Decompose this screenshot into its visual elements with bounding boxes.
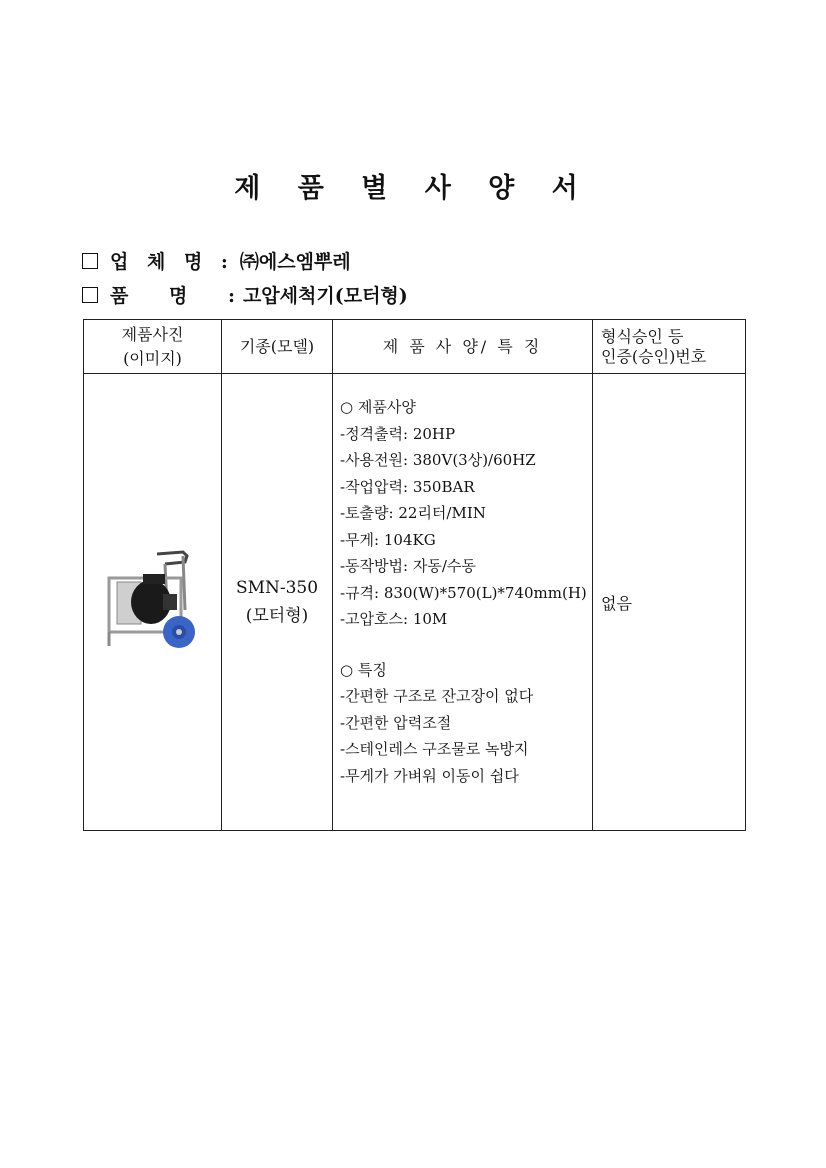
header-photo: 제품사진 (이미지): [84, 320, 222, 374]
product-label: 품 명 :: [110, 285, 235, 307]
header-spec: 제 품 사 양/ 특 징: [333, 320, 593, 374]
spec-table: [83, 319, 746, 831]
spec-cell: [333, 374, 593, 831]
spec-heading: ○ 제품사양: [340, 398, 416, 416]
feature-item: -무게가 가벼워 이동이 쉽다: [340, 766, 519, 785]
feature-heading: ○ 특징: [340, 660, 387, 679]
product-value: 고압세척기(모터형): [242, 285, 408, 307]
feature-item: -간편한 압력조절: [340, 713, 452, 732]
model-type: (모터형): [245, 606, 309, 626]
spec-item: -정격출력: 20HP: [340, 424, 456, 443]
spec-item: -무게: 104KG: [340, 530, 436, 549]
spec-item: -토출량: 22리터/MIN: [340, 504, 486, 522]
spec-item: -규격: 830(W)*570(L)*740mm(H): [340, 583, 587, 602]
model-name: SMN-350: [235, 578, 319, 598]
product-photo-cell: [84, 374, 222, 831]
pressure-washer-image: [105, 550, 201, 650]
spec-item: -작업압력: 350BAR: [340, 477, 475, 496]
table-row: [84, 374, 746, 831]
feature-item: -스테인레스 구조물로 녹방지: [340, 740, 529, 758]
feature-item: -간편한 구조로 잔고장이 없다: [340, 687, 534, 705]
cert-cell: 없음: [593, 374, 746, 831]
company-value: ㈜에스엠뿌레: [239, 251, 351, 273]
spec-item: -동작방법: 자동/수동: [340, 557, 476, 575]
checkbox-square-icon: [82, 253, 98, 269]
header-cert: 형식승인 등 인증(승인)번호: [593, 320, 746, 374]
table-header-row: [84, 320, 746, 374]
company-info: [82, 247, 351, 274]
document-title: 제 품 별 사 양 서: [234, 173, 592, 204]
spec-item: -사용전원: 380V(3상)/60HZ: [340, 451, 536, 469]
spec-item: -고압호스: 10M: [340, 610, 448, 628]
product-info: [82, 281, 408, 308]
checkbox-square-icon: [82, 287, 98, 303]
company-label: 업 체 명 :: [110, 251, 234, 273]
header-model: 기종(모델): [222, 320, 333, 374]
spacer: [340, 633, 592, 657]
model-cell: [222, 374, 333, 831]
